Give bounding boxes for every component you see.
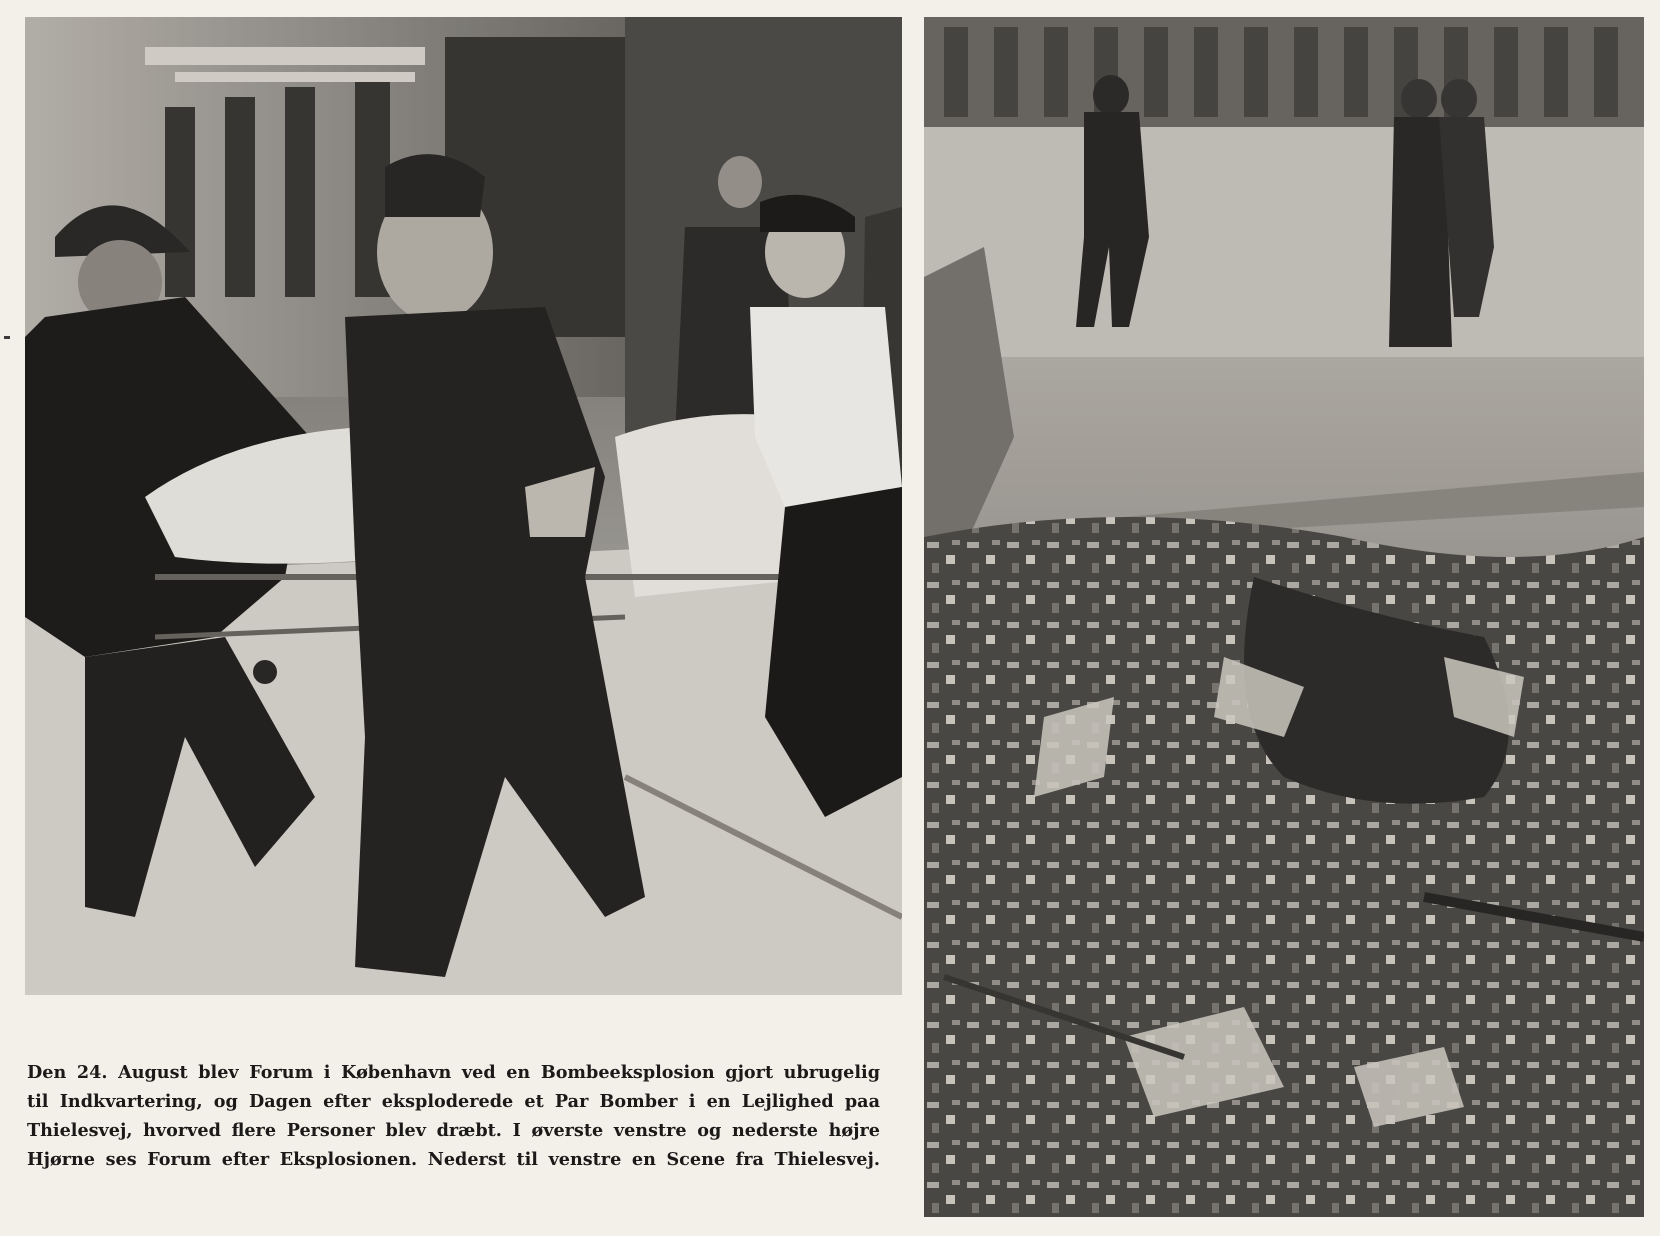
- forum-crater-illustration: [924, 17, 1644, 1217]
- photo-caption: [27, 1058, 880, 1174]
- photo-stretcher-scene: [25, 17, 902, 995]
- photo-forum-crater: [924, 17, 1644, 1217]
- caption-line-1: Den 24. August blev Forum i København ved en Bombeeksplosion gjort ubrugelig: [27, 1062, 880, 1083]
- caption-line-4: Hjørne ses Forum efter Eksplosionen. Nederst til venstre en Scene fra Thielesvej.: [27, 1149, 880, 1170]
- margin-mark: [4, 336, 10, 339]
- stretcher-scene-illustration: [25, 17, 902, 995]
- caption-line-2: til Indkvartering, og Dagen efter eksploderede et Par Bomber i en Lejlighed paa: [27, 1091, 880, 1112]
- caption-line-3: Thielesvej, hvorved flere Personer blev dræbt. I øverste venstre og nederste højre: [27, 1120, 880, 1141]
